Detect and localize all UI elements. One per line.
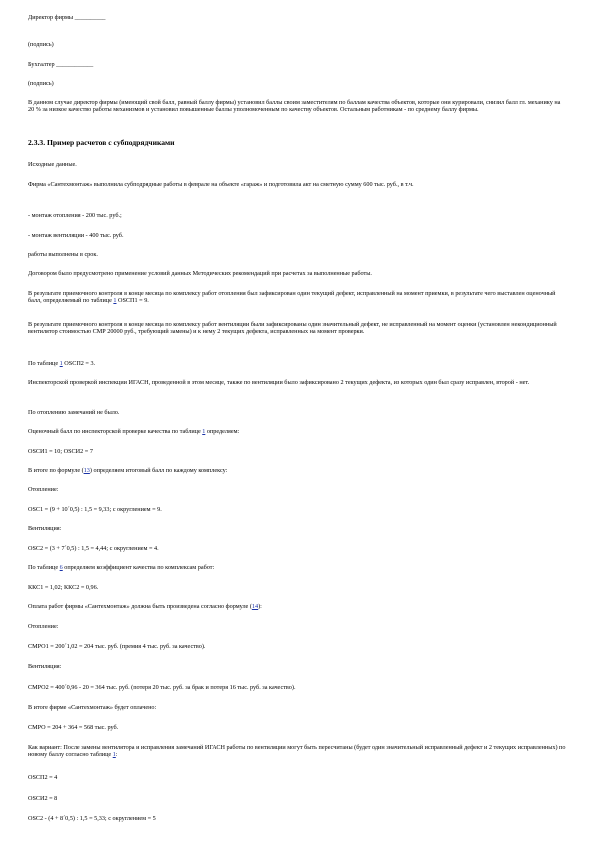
calc-smr2: СМРО2 = 400´0,96 - 20 = 364 тыс. руб. (потеря 20 тыс. руб. за брак и потеря 16 тыс. руб. за качество). <box>28 684 296 691</box>
table-link[interactable]: 6 <box>59 564 63 571</box>
score-line: Оценочный балл по инспекторской проверке качества по таблице 1 определяем: <box>28 428 240 435</box>
variant-paragraph: Как вариант: После замены вентилятора и исправления замечаний ИГАСН работы по вентиляции могут быть пересчитаны (будет один значительный исправленный дефект и 2 текущих исправленных) по новому баллу согласно таблице 1: <box>28 744 566 759</box>
table-link[interactable]: 1 <box>59 360 63 367</box>
vent-control-paragraph: В результате приемочного контроля в конце месяца по комплексу работ вентиляции были зафиксированы один значительный дефект, не исправленный на момент оценки (установлен некондиционный вентилятор стоимостью СМР 20000 руб., требующий замены) и к нему 2 текущих дефекта, исправленных на момент проверки. <box>28 321 557 336</box>
table-link[interactable]: 1 <box>113 297 117 305</box>
no-remarks-line: По отоплению замечаний не было. <box>28 409 120 416</box>
on-time-note: работы выполнены в срок. <box>28 251 98 258</box>
table-link[interactable]: 1 <box>112 751 116 759</box>
list-item-ventilation: - монтаж вентиляции - 400 тыс. руб. <box>28 232 124 239</box>
heating-label: Отопление: <box>28 486 59 493</box>
calc-osc2: OSC2 = (3 + 7´0,5) : 1,5 = 4,44; с округлением = 4. <box>28 545 159 552</box>
kkc-line: По таблице 6 определяем коэффициент качества по комплексам работ: <box>28 564 215 571</box>
table-link[interactable]: 1 <box>202 428 206 435</box>
oscp2-new: OSCП2 = 4 <box>28 774 58 781</box>
table-reference-line: По таблице 1 OSCП2 = 3. <box>28 360 96 367</box>
payment-line: Оплата работ фирмы «Сантехмонтаж» должна быть произведена согласно формуле (14): <box>28 603 262 610</box>
formula-line: В итоге по формуле (13) определяем итоговый балл по каждому комплексу: <box>28 467 228 474</box>
calc-total: СМРО = 204 + 364 = 568 тыс. руб. <box>28 724 119 731</box>
formula-link[interactable]: 13 <box>83 467 90 474</box>
list-item-heating: - монтаж отопления - 200 тыс. руб.; <box>28 212 122 219</box>
ventilation-label: Вентиляция: <box>28 663 62 670</box>
initial-data-label: Исходные данные. <box>28 161 77 168</box>
firm-paragraph: Фирма «Сантехмонтаж» выполнила субподрядные работы в феврале на объекте «гараж» и подготовила акт на сметную сумму 600 тыс. руб., в т.ч. <box>28 181 414 188</box>
inspection-paragraph: Инспекторской проверкой инспекции ИГАСН, проведенной в этом месяце, также по вентиляции было зафиксировано 2 текущих дефекта, из которых один был сразу исправлен, второй - нет. <box>28 379 530 386</box>
osc2-new: OSC2 - (4 + 8´0,5) : 1,5 = 5,33; с округлением = 5 <box>28 815 156 822</box>
calc-smr1: СМРО1 = 200´1,02 = 204 тыс. руб. (премия 4 тыс. руб. за качество). <box>28 643 206 650</box>
director-paragraph: В данном случае директор фирмы (имеющий свой балл, равный баллу фирмы) установил баллы своим заместителям по баллам качества объектов, которые они курировали, снизил балл гл. механику на 20 % за низкое качество работы механизмов и установил повышенные баллы уполномоченным по качеству объектов. Остальным работникам - по среднему баллу фирмы. <box>28 99 561 114</box>
signature-caption: (подпись) <box>28 80 54 87</box>
section-heading: 2.3.3. Пример расчетов с субподрядчиками <box>28 138 175 147</box>
ventilation-label: Вентиляция: <box>28 525 62 532</box>
accountant-signature-line: Бухгалтер ____________ <box>28 61 94 68</box>
total-label: В итоге фирме «Сантехмонтаж» будет оплачено: <box>28 704 157 711</box>
director-signature-line: Директор фирмы __________ <box>28 14 106 21</box>
contract-paragraph: Договором было предусмотрено применение условий данных Методических рекомендаций при расчетах за выполненные работы. <box>28 270 372 277</box>
osci2-new: OSCИ2 = 8 <box>28 795 58 802</box>
signature-caption: (подпись) <box>28 41 54 48</box>
heating-control-paragraph: В результате приемочного контроля в конце месяца по комплексу работ отопления был зафиксирован один текущий дефект, исправленный на момент приемки, в результате чего выставлен оценочный балл, определяемый по таблице 1 OSCП1 = 9. <box>28 290 556 305</box>
heating-label: Отопление: <box>28 623 59 630</box>
osci-values: OSCИ1 = 10; OSCИ2 = 7 <box>28 448 93 455</box>
calc-osc1: OSC1 = (9 + 10´0,5) : 1,5 = 9,33; с округлением = 9. <box>28 506 162 513</box>
formula-link[interactable]: 14 <box>251 603 259 610</box>
kkc-values: ККС1 = 1,02; ККС2 = 0,96. <box>28 584 99 591</box>
